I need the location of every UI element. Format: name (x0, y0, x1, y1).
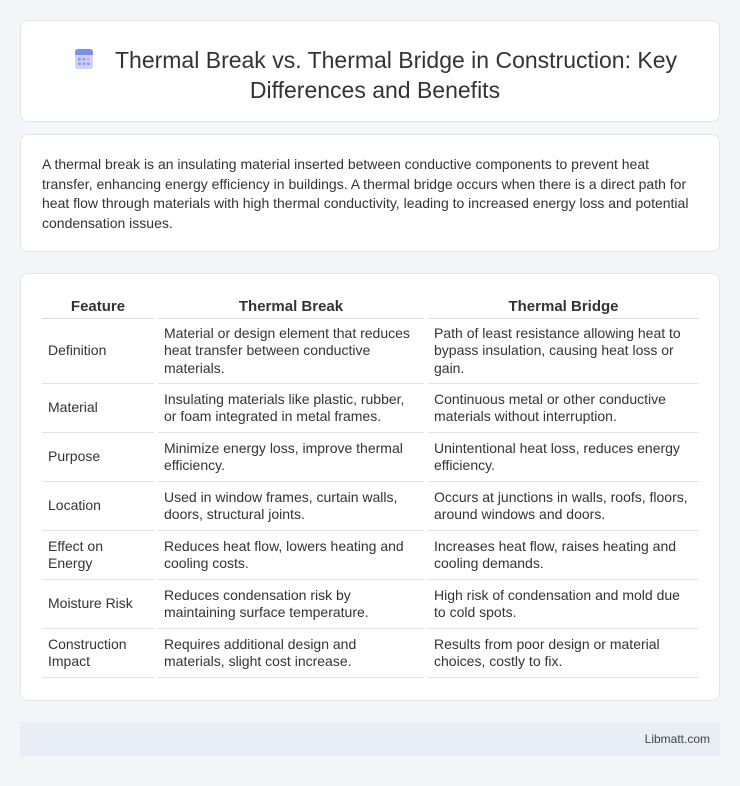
table-row (42, 629, 699, 678)
row-thermal-bridge: Results from poor design or material choices, costly to fix. (428, 629, 699, 678)
row-thermal-break: Requires additional design and materials, slight cost increase. (158, 629, 424, 678)
table-row (42, 531, 699, 580)
row-feature: Effect on Energy (42, 531, 154, 580)
row-thermal-break: Reduces condensation risk by maintaining surface temperature. (158, 580, 424, 629)
row-thermal-bridge: Continuous metal or other conductive materials without interruption. (428, 384, 699, 433)
header-feature: Feature (42, 294, 154, 319)
table-row (42, 580, 699, 629)
comparison-table (42, 294, 699, 678)
table-row (42, 433, 699, 482)
document-icon (73, 48, 95, 70)
page-title: Thermal Break vs. Thermal Bridge in Construction: Key Differences and Benefits (114, 47, 678, 103)
row-feature: Moisture Risk (42, 580, 154, 629)
row-feature: Purpose (42, 433, 154, 482)
row-thermal-bridge: Unintentional heat loss, reduces energy efficiency. (428, 433, 699, 482)
header-thermal-break: Thermal Break (158, 294, 424, 319)
row-feature: Material (42, 384, 154, 433)
row-thermal-bridge: Path of least resistance allowing heat to bypass insulation, causing heat loss or gain. (428, 319, 699, 384)
row-thermal-bridge: Increases heat flow, raises heating and cooling demands. (428, 531, 699, 580)
row-thermal-break: Reduces heat flow, lowers heating and cooling costs. (158, 531, 424, 580)
row-thermal-break: Insulating materials like plastic, rubber, or foam integrated in metal frames. (158, 384, 424, 433)
footer-site-link[interactable]: Libmatt.com (644, 732, 710, 746)
table-row (42, 482, 699, 531)
table-row (42, 384, 699, 433)
intro-paragraph: A thermal break is an insulating material inserted between conductive components to prevent heat transfer, enhancing energy efficiency in buildings. A thermal bridge occurs when there is a direct path for heat flow through materials with high thermal conductivity, leading to increased energy loss and potential condensation issues. (42, 156, 689, 231)
row-feature: Construction Impact (42, 629, 154, 678)
row-thermal-break: Minimize energy loss, improve thermal efficiency. (158, 433, 424, 482)
page-title-wrap (61, 45, 689, 105)
row-thermal-bridge: Occurs at junctions in walls, roofs, floors, around windows and doors. (428, 482, 699, 531)
row-feature: Location (42, 482, 154, 531)
row-feature: Definition (42, 319, 154, 384)
footer-bar (20, 722, 720, 756)
row-thermal-bridge: High risk of condensation and mold due to cold spots. (428, 580, 699, 629)
table-header-row (42, 294, 699, 319)
table-row (42, 319, 699, 384)
intro-card (20, 134, 720, 252)
title-card (20, 20, 720, 122)
row-thermal-break: Material or design element that reduces heat transfer between conductive materials. (158, 319, 424, 384)
comparison-card (20, 273, 720, 701)
header-thermal-bridge: Thermal Bridge (428, 294, 699, 319)
row-thermal-break: Used in window frames, curtain walls, doors, structural joints. (158, 482, 424, 531)
